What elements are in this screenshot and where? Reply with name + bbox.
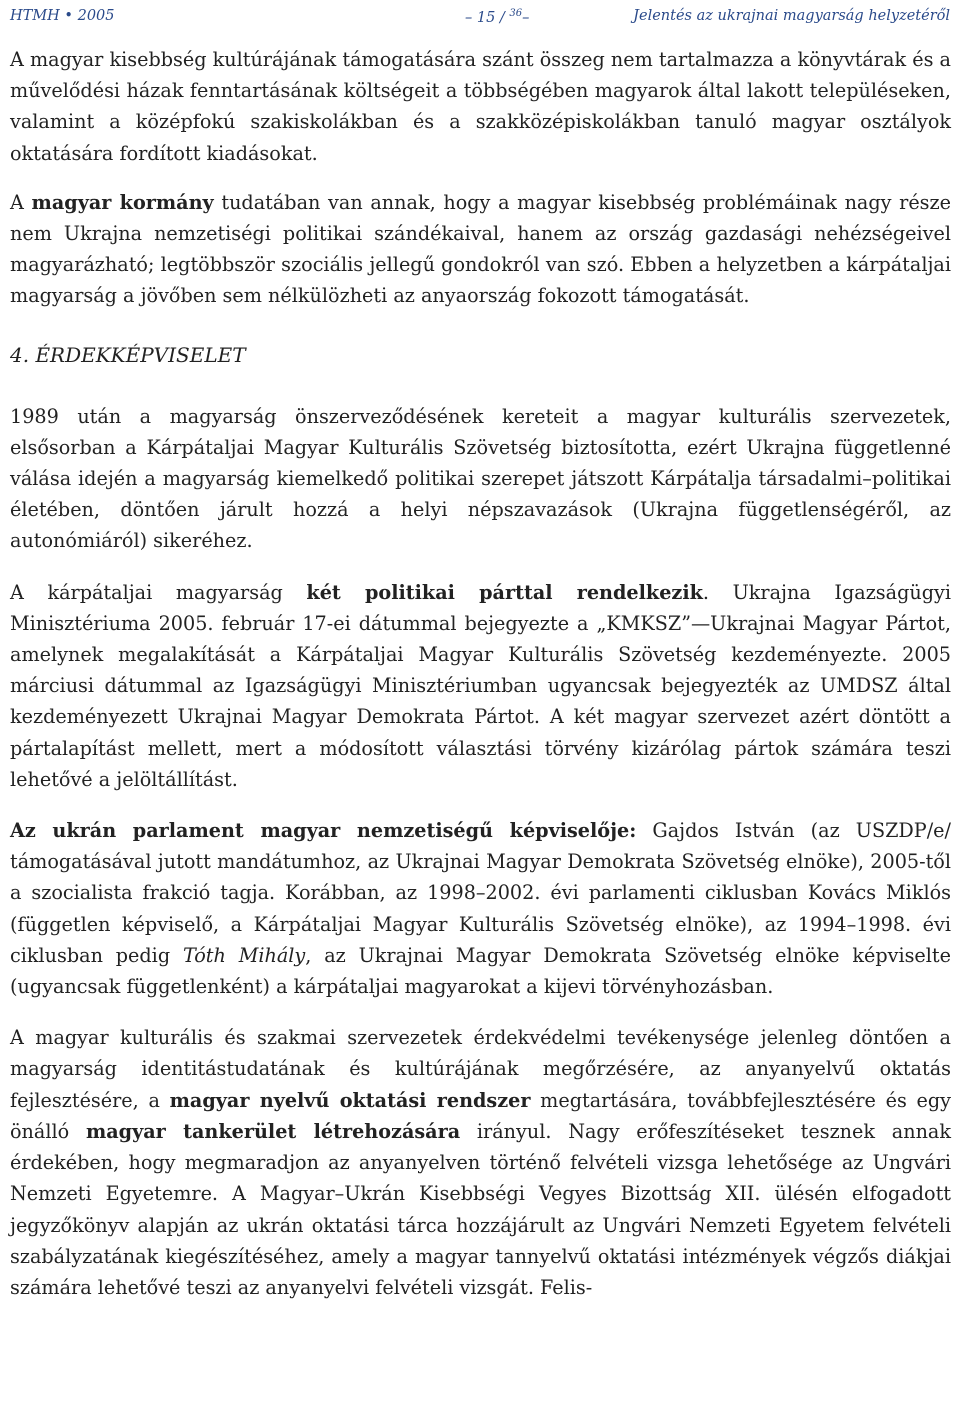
paragraph-1: A magyar kisebbség kultúrájának támogatására szánt összeg nem tartalmazza a könyvtárak és a művelődési házak fenntartásának költségeit a többségében magyarok által lakott településeken, valamint a középfokú szakiskolákban és a szakközépiskolákban tanuló magyar osztályok oktatására fordított kiadásokat. xyxy=(10,48,951,165)
p2-bold: magyar kormány xyxy=(31,190,214,214)
p5-post: , az Ukrajnai Magyar Demokrata Szövetség elnöke képviselte (ugyancsak függetlenként) a kárpátaljai magyarokat a kijevi törvényhozásban. xyxy=(10,943,951,999)
bullet-icon: • xyxy=(64,8,73,24)
page-number: – 15 / $^{36}$– xyxy=(465,8,530,26)
p6-a: A magyar kulturális és szakmai szervezetek érdekvédelmi tevékenysége jelenleg döntően a magyarság identitástudatának és kultúrájának megőrzésére, az anyanyelvű oktatás fejlesztésére, a xyxy=(10,1026,951,1112)
header-year: 2005 xyxy=(77,8,115,24)
paragraph-4 xyxy=(10,577,951,795)
page-total: 36 xyxy=(509,8,523,19)
p5-bold: Az ukrán parlament magyar nemzetiségű képviselője: xyxy=(10,819,637,843)
p6-b: megtartására, továbbfejlesztésére és egy önálló xyxy=(10,1088,951,1143)
p4-bold: két politikai párttal rendelkezik xyxy=(306,580,703,604)
p6-c: irányul. Nagy erőfeszítéseket tesznek annak érdekében, hogy megmaradjon az anyanyelven történő felvételi vizsga lehetősége az Ungvári Nemzeti Egyetemre. A Magyar–Ukrán Kisebbségi Vegyes Bizottság XII. ülésén elfogadott jegyzőkönyv alapján az ukrán oktatási tárca hozzájárult az Ungvári Nemzeti Egyetem felvételi szabályzatának kiegészítéséhez, amely a magyar tannyelvű oktatási intézmények végzős diákjai számára lehetővé teszi az anyanyelvi felvételi vizsgát. Felis- xyxy=(10,1119,951,1299)
header-left xyxy=(10,8,115,24)
header-report-title: Jelentés az ukrajnai magyarság helyzetéről xyxy=(633,8,950,24)
document-body xyxy=(10,44,951,1323)
p4-post: . Ukrajna Igazságügyi Minisztériuma 2005. február 17-ei dátummal bejegyezte a „KMKSZ”—Ukrajnai Magyar Pártot, amelynek megalakítását a Kárpátaljai Magyar Kulturális Szövetség kezdeményezte. 2005 márciusi dátummal az Igazságügyi Minisztériumban ugyancsak bejegyezték az UMDSZ által kezdeményezett Ukrajnai Magyar Demokrata Pártot. A két magyar szervezet azért döntött a pártalapítást mellett, mert a módosított választási törvény kizárólag pártok számára teszi lehetővé a jelöltállítást. xyxy=(10,580,951,791)
p2-post: tudatában van annak, hogy a magyar kisebbség problémáinak nagy része nem Ukrajna nemzetiségi politikai szándékaival, hanem az ország gazdasági nehézségeivel magyarázható; legtöbbször szociális jellegű gondokról van szó. Ebben a helyzetben a kárpátaljai magyarság a jövőben sem nélkülözheti az anyaország fokozott támogatását. xyxy=(10,190,951,308)
paragraph-6 xyxy=(10,1022,951,1303)
paragraph-3: 1989 után a magyarság önszerveződésének kereteit a magyar kulturális szervezetek, elsősorban a Kárpátaljai Magyar Kulturális Szövetség biztosította, ezért Ukrajna függetlenné válása idején a magyarság kiemelkedő politikai szerepet játszott Kárpátalja társadalmi–politikai életében, döntően járult hozzá a helyi népszavazások (Ukrajna függetlenségéről, az autonómiáról) sikeréhez. xyxy=(10,404,951,553)
page-current: 15 xyxy=(476,9,496,26)
p5-mid: Gajdos István (az USZDP/e/ támogatásával jutott mandátumhoz, az Ukrajnai Magyar Demokrata Szövetség elnöke), 2005-től a szocialista frakció tagja. Korábban, az 1998–2002. évi parlamenti ciklusban Kovács Miklós (független képviselő, a Kárpátaljai Magyar Kulturális Szövetség elnöke), az 1994–1998. évi ciklusban pedig xyxy=(10,819,952,967)
p6-bold-2: magyar tankerület létrehozására xyxy=(85,1119,461,1143)
p2-pre: A xyxy=(10,190,32,214)
page-header xyxy=(10,6,950,28)
header-publisher: HTMH xyxy=(10,8,60,24)
paragraph-5 xyxy=(10,815,951,1002)
p5-italic: Tóth Mihály xyxy=(182,943,306,967)
p6-bold-1: magyar nyelvű oktatási rendszer xyxy=(169,1088,531,1112)
section-heading: 4. ÉRDEKKÉPVISELET xyxy=(10,342,246,367)
p4-pre: A kárpátaljai magyarság xyxy=(10,580,307,604)
paragraph-2 xyxy=(10,187,951,312)
